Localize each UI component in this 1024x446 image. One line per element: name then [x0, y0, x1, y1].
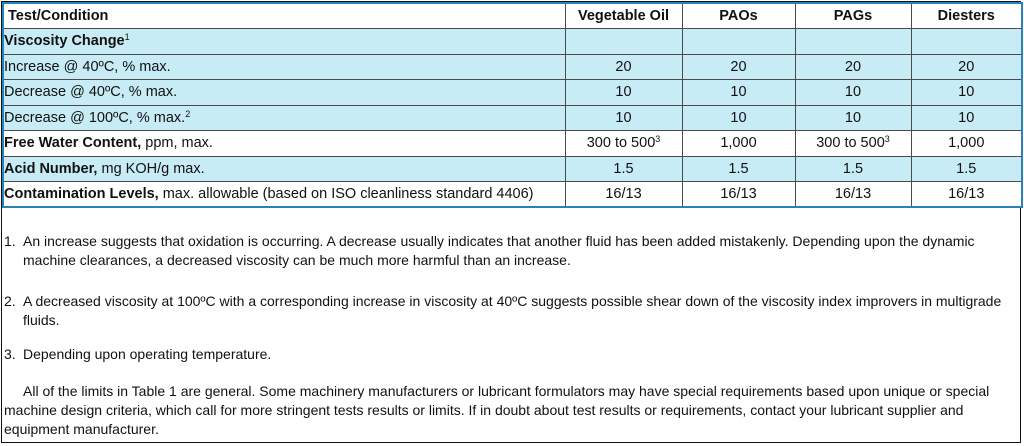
- footnote-text: Depending upon operating temperature.: [23, 346, 272, 362]
- row-label: Free Water Content, ppm, max.: [3, 131, 565, 157]
- table-row: [3, 105, 1022, 131]
- footnote-ref: 1: [124, 32, 130, 43]
- header-test-condition: Test/Condition: [3, 3, 565, 29]
- row-label: Decrease @ 40ºC, % max.: [3, 80, 565, 106]
- value-cell: 1.5: [795, 156, 911, 182]
- value-cell: 1.5: [565, 156, 682, 182]
- value-cell: 10: [795, 80, 911, 106]
- footnote-text: An increase suggests that oxidation is occurring. A decrease usually indicates that another fluid has been added mistakenly. Depending upon the dynamic machine clearances, a decreased viscosity can be much more harmful than an increase.: [23, 233, 975, 268]
- footnote-number: 2.: [4, 293, 16, 309]
- value-cell: 300 to $500^3$: [795, 131, 911, 157]
- acid-number-row: [3, 156, 1022, 182]
- value-cell: 10: [565, 105, 682, 131]
- free-water-row: [3, 131, 1022, 157]
- viscosity-change-label: Viscosity Change$^1$: [3, 29, 565, 55]
- value-cell: 10: [911, 105, 1022, 131]
- table-row: [3, 54, 1022, 80]
- footnote-ref: 3: [655, 134, 661, 145]
- value-cell: 20: [565, 54, 682, 80]
- footnote-ref: 3: [884, 134, 890, 145]
- contamination-row: [3, 182, 1022, 208]
- value-cell: 10: [682, 105, 795, 131]
- value-cell: 10: [682, 80, 795, 106]
- value-cell: 20: [682, 54, 795, 80]
- lubricant-limits-table: [2, 2, 1023, 208]
- value-cell: 16/13: [795, 182, 911, 208]
- header-vegetable-oil: Vegetable Oil: [565, 3, 682, 29]
- row-label: Contamination Levels, max. allowable (based on ISO cleanliness standard 4406): [3, 182, 565, 208]
- value-cell: 300 to $500^3$: [565, 131, 682, 157]
- value-cell: 1.5: [682, 156, 795, 182]
- value-cell: 16/13: [682, 182, 795, 208]
- value-cell: 1.5: [911, 156, 1022, 182]
- table-row: [3, 80, 1022, 106]
- footnote-number: 1.: [4, 233, 16, 249]
- table-header-row: [3, 3, 1022, 29]
- header-diesters: Diesters: [911, 3, 1022, 29]
- footnote-2: [4, 292, 1016, 330]
- value-cell: 20: [911, 54, 1022, 80]
- footnote-ref: 2: [185, 108, 191, 119]
- row-label: Acid Number, mg KOH/g max.: [3, 156, 565, 182]
- value-cell: 10: [565, 80, 682, 106]
- value-cell: 16/13: [911, 182, 1022, 208]
- row-label: Increase @ 40ºC, % max.: [3, 54, 565, 80]
- general-note-text: All of the limits in Table 1 are general. Some machinery manufacturers or lubricant formulators may have special requirements based upon unique or special machine design criteria, which call for more stringent tests results or limits. If in doubt about test results or requirements, contact your lubricant supplier and equipment manufacturer.: [4, 383, 990, 437]
- row-label: Decrease @ 100ºC, % max.$^2$: [3, 105, 565, 131]
- footnote-1: [4, 232, 1016, 270]
- header-paos: PAOs: [682, 3, 795, 29]
- value-cell: 16/13: [565, 182, 682, 208]
- footnote-3: [4, 345, 1016, 364]
- value-cell: 20: [795, 54, 911, 80]
- value-cell: 10: [795, 105, 911, 131]
- viscosity-change-row: [3, 29, 1022, 55]
- footnote-text: A decreased viscosity at 100ºC with a corresponding increase in viscosity at 40ºC suggests possible shear down of the viscosity index improvers in multigrade fluids.: [23, 293, 1002, 328]
- value-cell: 1,000: [911, 131, 1022, 157]
- value-cell: 10: [911, 80, 1022, 106]
- footnote-number: 3.: [4, 346, 16, 362]
- value-cell: 1,000: [682, 131, 795, 157]
- header-pags: PAGs: [795, 3, 911, 29]
- general-note: [4, 382, 1016, 439]
